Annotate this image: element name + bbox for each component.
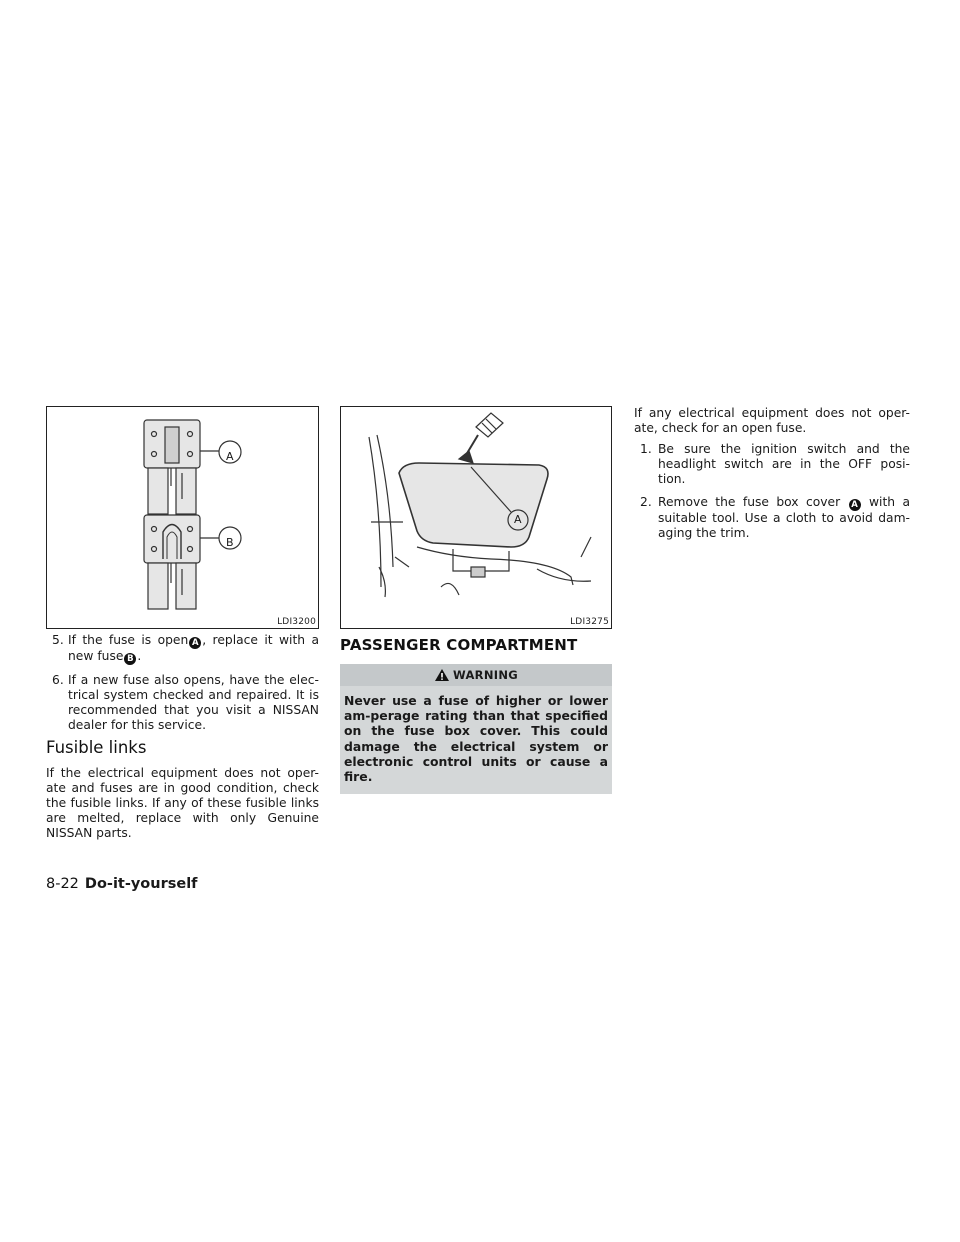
section-title: Do-it-yourself [84,876,198,892]
step-number: 1. [640,442,652,456]
step-text: Be sure the ignition switch and the headlight switch are in the OFF posi-tion. [658,442,910,486]
step-text: Remove the fuse box cover [658,495,841,509]
fuse-box-illustration [340,406,612,629]
fusible-links-heading: Fusible links [46,738,147,757]
step-text: , replace it with a new fuse [68,633,319,663]
step-text: . [137,649,142,663]
marker-a: A [189,637,201,649]
callout-b: B [226,536,234,549]
page-footer [46,876,198,892]
fuse-check-steps [634,442,910,549]
warning-text: Never use a fuse of higher or lower am-perage rating than that specified on the fuse box cover. This could damage the electrical system or electronic control units or cause a fire. [344,693,608,785]
marker-a: A [849,499,861,511]
fuse-steps [46,633,319,741]
passenger-compartment-heading: PASSENGER COMPARTMENT [340,636,578,654]
step-text: If the fuse is open [68,633,189,647]
warning-triangle-icon [434,668,450,682]
open-fuse-intro: If any electrical equipment does not oper-ate, check for an open fuse. [634,406,910,435]
callout-a: A [226,450,234,463]
warning-label: WARNING [453,668,518,682]
marker-b: B [124,653,136,665]
step-2 [634,495,910,541]
warning-box [340,664,612,794]
fuse-box-drawing [341,407,611,628]
step-5 [46,633,319,665]
warning-header [340,664,612,686]
fuse-drawing [47,407,318,628]
fuse-illustration [46,406,319,629]
callout-a: A [514,513,522,526]
step-number: 5. [52,633,64,647]
step-6 [46,673,319,733]
figure-code: LDI3200 [277,617,316,627]
step-text: with a suitable tool. Use a cloth to avoid dam-aging the trim. [658,495,910,540]
figure-code: LDI3275 [570,617,609,627]
fusible-links-body: If the electrical equipment does not oper-ate and fuses are in good condition, check the fusible links. If any of these fusible links are melted, replace with only Genuine NISSAN parts. [46,766,319,840]
step-text: If a new fuse also opens, have the elec-trical system checked and repaired. It is recommended that you visit a NISSAN dealer for this service. [68,673,319,732]
step-number: 2. [640,495,652,509]
step-number: 6. [52,673,64,687]
page-number: 8-22 [46,876,79,892]
step-1 [634,442,910,487]
